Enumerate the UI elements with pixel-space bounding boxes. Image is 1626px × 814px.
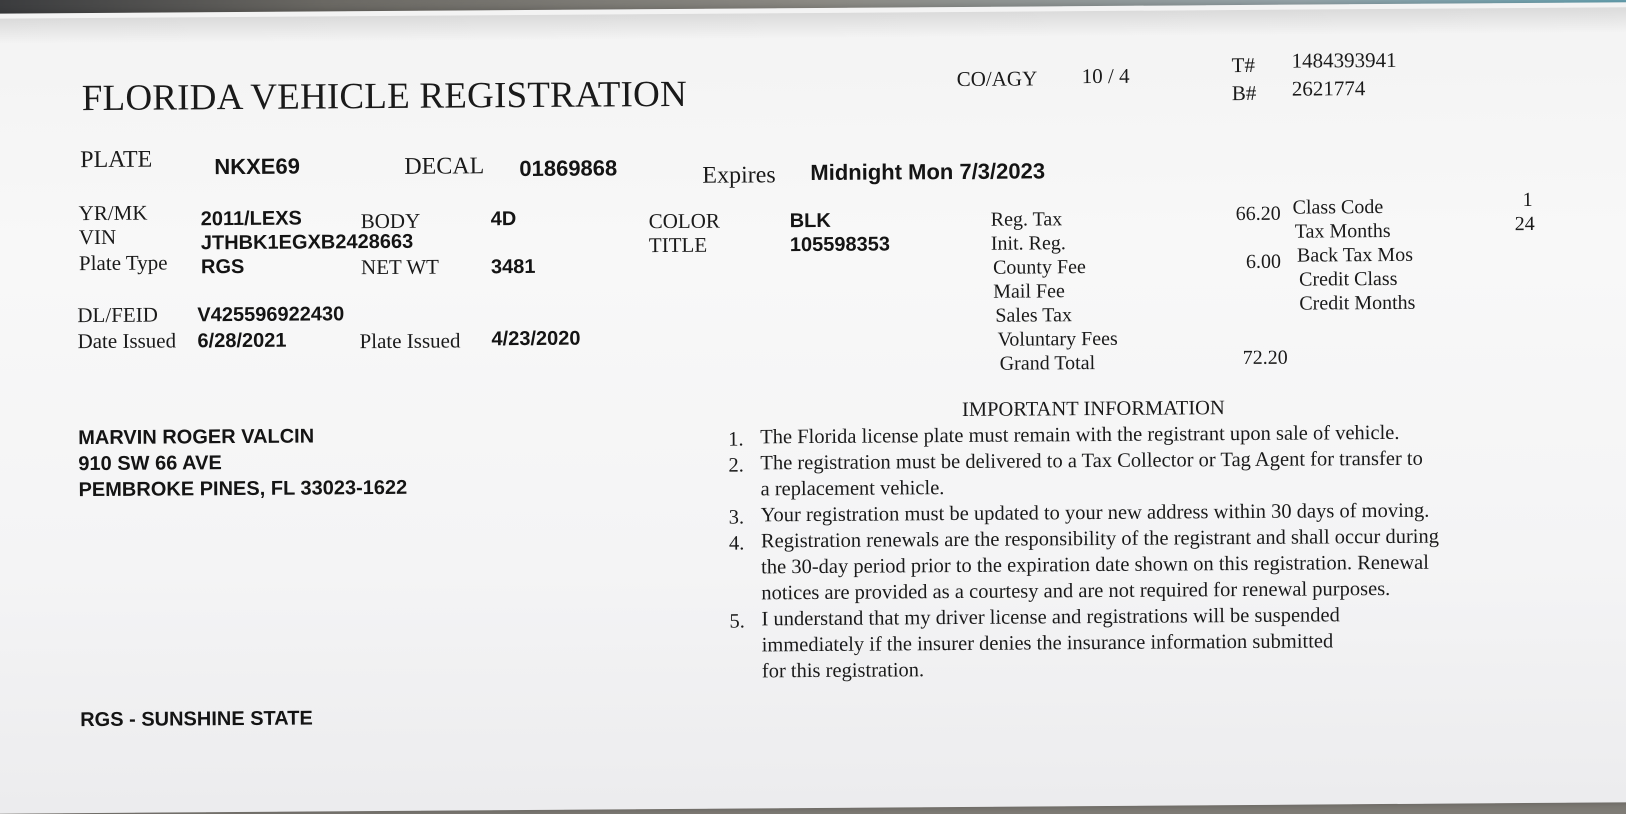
date-issued-value: 6/28/2021 [197, 329, 287, 353]
grand-total-value: 72.20 [1242, 346, 1288, 370]
t-number-value: 1484393941 [1291, 47, 1397, 73]
credit-class-label: Credit Class [1299, 267, 1398, 291]
class-code-label: Class Code [1292, 196, 1384, 219]
tax-months-label: Tax Months [1294, 219, 1391, 243]
registration-document [0, 2, 1626, 813]
info-item-4-line-1: Registration renewals are the responsibility of the registrant and shall occur during [760, 525, 1440, 553]
document-title: FLORIDA VEHICLE REGISTRATION [81, 73, 688, 120]
sales-tax-label: Sales Tax [995, 304, 1072, 327]
owner-city-line: PEMBROKE PINES, FL 33023-1622 [78, 476, 408, 502]
plate-label: PLATE [80, 146, 153, 174]
info-item-2-line-2: a replacement vehicle. [760, 477, 945, 501]
init-reg-label: Init. Reg. [990, 232, 1066, 255]
info-item-5-line-3: for this registration. [761, 659, 925, 683]
info-item-1-line-1: The Florida license plate must remain with the registrant upon sale of vehicle. [760, 421, 1400, 449]
decal-value: 01869868 [519, 155, 618, 182]
important-heading: IMPORTANT INFORMATION [961, 397, 1225, 421]
date-issued-label: Date Issued [77, 328, 177, 354]
dl-feid-label: DL/FEID [77, 302, 158, 328]
vin-value: JTHBK1EGXB2428663 [200, 230, 414, 255]
yrmk-label: YR/MK [78, 200, 148, 226]
county-fee-value: 6.00 [1245, 250, 1282, 273]
body-value: 4D [490, 208, 517, 231]
tax-months-value: 24 [1514, 212, 1535, 236]
decal-label: DECAL [404, 153, 485, 180]
plate-issued-value: 4/23/2020 [491, 327, 581, 351]
credit-months-label: Credit Months [1299, 291, 1416, 315]
info-item-3-num: 3. [728, 506, 745, 529]
plate-value: NKXE69 [214, 153, 300, 180]
reg-tax-value: 66.20 [1235, 202, 1281, 226]
info-item-2-line-1: The registration must be delivered to a Tax Collector or Tag Agent for transfer to [760, 447, 1423, 475]
expires-value: Midnight Mon 7/3/2023 [810, 158, 1046, 186]
b-number-value: 2621774 [1291, 76, 1366, 101]
info-item-4-num: 4. [728, 532, 745, 555]
mail-fee-label: Mail Fee [993, 280, 1065, 303]
net-wt-label: NET WT [360, 254, 440, 280]
title-value: 105598353 [789, 233, 891, 257]
plate-issued-label: Plate Issued [359, 328, 461, 354]
color-value: BLK [789, 209, 831, 233]
voluntary-fees-label: Voluntary Fees [997, 327, 1118, 351]
paper-crease [0, 7, 1626, 43]
yrmk-value: 2011/LEXS [200, 207, 302, 231]
plate-type-label: Plate Type [78, 250, 168, 276]
expires-label: Expires [702, 162, 776, 189]
county-fee-label: County Fee [992, 256, 1086, 279]
plate-series: RGS - SUNSHINE STATE [80, 707, 313, 732]
owner-street: 910 SW 66 AVE [78, 452, 222, 476]
net-wt-value: 3481 [490, 255, 536, 279]
info-item-5-line-1: I understand that my driver license and registrations will be suspended [761, 604, 1340, 631]
t-number-label: T# [1231, 52, 1256, 78]
color-label: COLOR [648, 208, 720, 234]
info-item-1-num: 1. [728, 428, 744, 451]
info-item-3-line-1: Your registration must be updated to your new address within 30 days of moving. [760, 499, 1430, 527]
plate-type-value: RGS [200, 255, 245, 279]
dl-feid-value: V425596922430 [197, 303, 345, 327]
info-item-4-line-3: notices are provided as a courtesy and are not required for renewal purposes. [761, 577, 1391, 605]
reg-tax-label: Reg. Tax [990, 208, 1063, 231]
class-code-value: 1 [1522, 188, 1533, 212]
b-number-label: B# [1231, 80, 1257, 106]
co-agy-label: CO/AGY [956, 66, 1038, 91]
info-item-5-line-2: immediately if the insurer denies the insurance information submitted [761, 630, 1334, 657]
info-item-4-line-2: the 30-day period prior to the expiration date shown on this registration. Renewal [761, 551, 1429, 579]
info-item-5-num: 5. [729, 610, 745, 633]
info-item-2-num: 2. [728, 454, 744, 477]
title-label: TITLE [648, 232, 708, 258]
body-label: BODY [360, 208, 421, 234]
owner-name: MARVIN ROGER VALCIN [78, 425, 315, 450]
co-agy-value: 10 / 4 [1081, 63, 1130, 89]
back-tax-mos-label: Back Tax Mos [1296, 243, 1414, 267]
grand-total-label: Grand Total [999, 352, 1096, 375]
vin-label: VIN [78, 224, 117, 250]
